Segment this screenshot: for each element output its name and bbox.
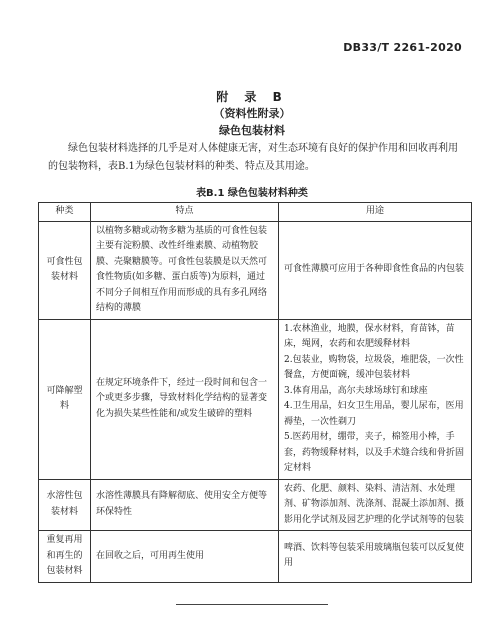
table-row — [39, 531, 472, 583]
table-row — [39, 479, 472, 531]
cell-use — [279, 479, 472, 531]
cell-feature: 水溶性薄膜具有降解彻底、使用安全方便等环保特性 — [91, 479, 279, 531]
use-item: 1.农林渔业，地膜，保水材料，育苗钵，苗床，绳网，农药和农肥缓释材料 — [284, 323, 455, 349]
cell-use — [279, 319, 472, 479]
use-item: 农药、化肥、颜料、染料、清洁剂、水处理剂、矿物添加剂、洗涤剂、混凝土添加剂、摄影用化学试剂及园艺护理的化学试剂等的包装 — [284, 483, 465, 525]
appendix-name: 绿色包装材料 — [219, 124, 285, 137]
cell-use — [279, 221, 472, 319]
document-number: DB33/T 2261-2020 — [343, 41, 462, 54]
cell-type: 重复再用和再生的包装材料 — [39, 531, 91, 583]
cell-type: 可降解塑料 — [39, 319, 91, 479]
cell-use — [279, 531, 472, 583]
use-item: 啤酒、饮料等包装采用玻璃瓶包装可以反复使用 — [284, 542, 465, 569]
use-item: 2.包装业，购物袋，垃圾袋，堆肥袋，一次性餐盒，方便面碗，缓冲包装材料 — [284, 354, 464, 380]
cell-feature: 在规定环境条件下，经过一段时间和包含一个或更多步骤，导致材料化学结构的显著变化为损失某些性能和/或发生破碎的塑料 — [91, 319, 279, 479]
table-row — [39, 221, 472, 319]
footer-divider — [176, 604, 328, 605]
use-item: 可食性薄膜可应用于各种即食性食品的内包装 — [284, 264, 465, 275]
use-item: 3.体育用品，高尔夫球场球钉和球座 — [284, 385, 428, 396]
table-header-row — [39, 203, 472, 222]
table-row — [39, 319, 472, 479]
table-caption: 表B.1 绿色包装材料种类 — [196, 188, 308, 199]
use-item: 4.卫生用品，妇女卫生用品，婴儿尿布，医用褥垫，一次性剃刀 — [284, 401, 464, 427]
appendix-title: 附 录 B — [216, 90, 288, 104]
materials-table — [38, 202, 472, 583]
cell-type: 水溶性包装材料 — [39, 479, 91, 531]
intro-paragraph: 绿色包装材料选择的几乎是对人体健康无害，对生态环境有良好的保护作用和回收再利用的包装物料，表B.1为绿色包装材料的种类、特点及其用途。 — [48, 143, 458, 172]
use-item: 5.医药用材，绷带，夹子，棉签用小棒，手套，药物缓释材料，以及手术缝合线和骨折固定材料 — [284, 432, 465, 473]
header-feature: 特点 — [91, 203, 279, 222]
appendix-subtitle: （资料性附录） — [213, 107, 291, 120]
cell-feature: 以植物多糖或动物多糖为基质的可食性包装主要有淀粉膜、改性纤维素膜、动植物胶膜、壳聚糖膜等。可食性包装膜是以天然可食性物质(如多糖、蛋白质等)为原料，通过不同分子间相互作用而形成的具有多孔网络结构的薄膜 — [91, 221, 279, 319]
cell-type: 可食性包装材料 — [39, 221, 91, 319]
header-use: 用途 — [279, 203, 472, 222]
cell-feature: 在回收之后，可用再生使用 — [91, 531, 279, 583]
header-type: 种类 — [39, 203, 91, 222]
